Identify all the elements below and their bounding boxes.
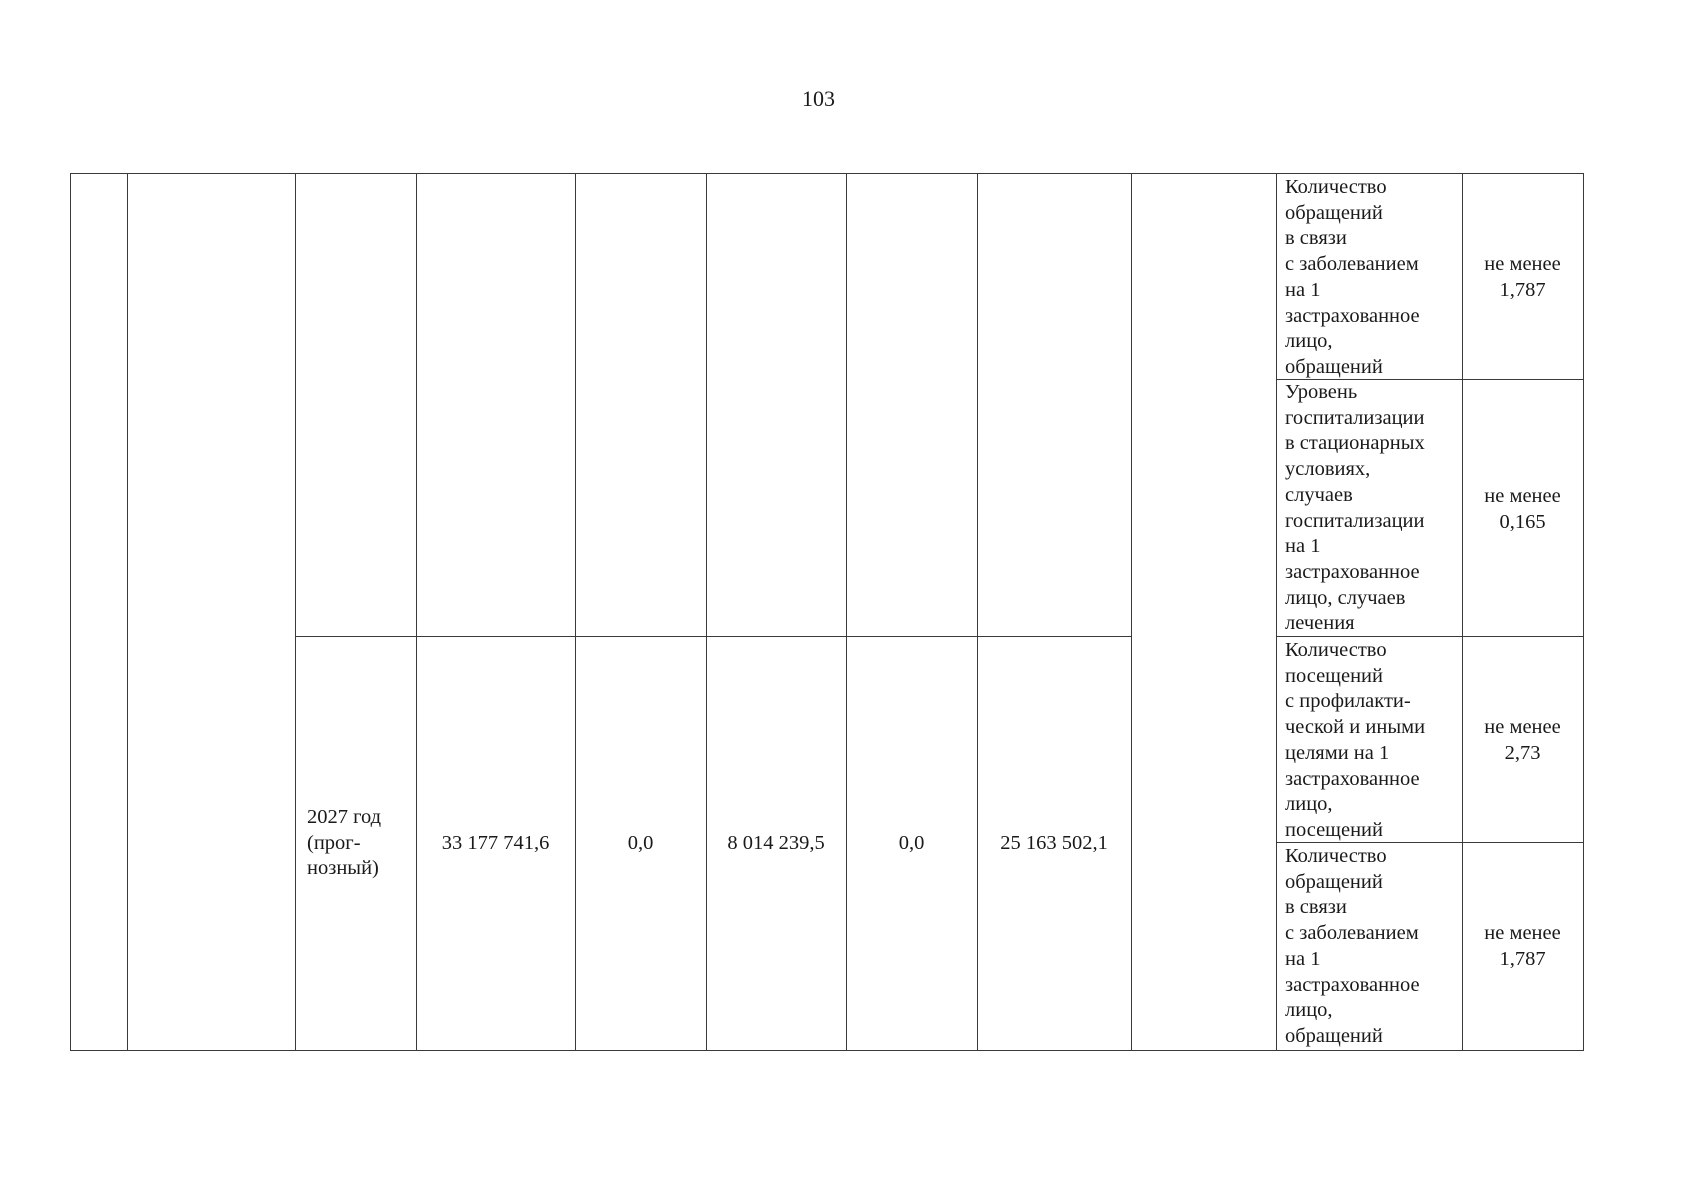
column-border: [1583, 173, 1584, 1051]
column-border: [977, 173, 978, 1051]
indicator-text-3: Количество посещений с профилакти- ческой и иными целями на 1 застрахованное лицо, посещений: [1285, 639, 1426, 841]
column-border: [127, 173, 128, 1051]
indicator-target-2: не менее 0,165: [1484, 485, 1561, 533]
table-top-border: [70, 173, 1583, 174]
year-label: 2027 год (прог- нозный): [307, 806, 382, 880]
page-number: 103: [802, 86, 835, 111]
indicator-text-1: Количество обращений в связи с заболеванием на 1 застрахованное лицо, обращений: [1285, 176, 1420, 378]
value-col-c: 0,0: [898, 832, 925, 854]
total-value: 33 177 741,6: [441, 832, 550, 854]
column-border: [70, 173, 71, 1051]
column-border: [706, 173, 707, 1051]
column-border: [295, 173, 296, 1051]
column-border: [575, 173, 576, 1051]
indicator-target-4: не менее 1,787: [1484, 922, 1561, 970]
column-border: [1131, 173, 1132, 1051]
value-col-b: 8 014 239,5: [727, 832, 825, 854]
value-col-d: 25 163 502,1: [1000, 832, 1108, 854]
indicator-target-1: не менее 1,787: [1484, 253, 1561, 301]
indicator-text-2: Уровень госпитализации в стационарных условиях, случаев госпитализации на 1 застрахованное лицо, случаев лечения: [1285, 381, 1425, 635]
value-col-a: 0,0: [627, 832, 654, 854]
column-border: [846, 173, 847, 1051]
indicator-target-3: не менее 2,73: [1484, 716, 1561, 764]
row-divider-finance: [295, 636, 1131, 637]
column-border: [416, 173, 417, 1051]
table-bottom-border: [70, 1050, 1583, 1051]
column-border: [1276, 173, 1277, 1051]
indicator-text-4: Количество обращений в связи с заболеванием на 1 застрахованное лицо, обращений: [1285, 845, 1420, 1047]
